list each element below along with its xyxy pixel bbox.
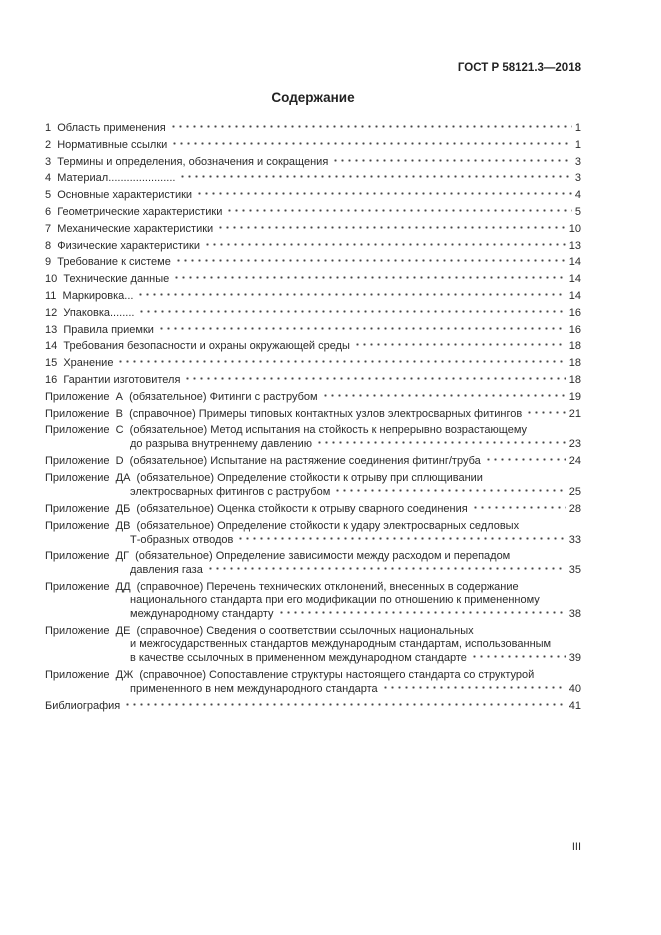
toc-entry-line xyxy=(45,272,581,286)
toc-page-number: 23 xyxy=(568,438,581,451)
standard-number-header: ГОСТ Р 58121.3—2018 xyxy=(457,62,581,74)
toc-entry xyxy=(45,272,581,286)
toc-page-number: 21 xyxy=(568,407,581,420)
toc-page-number: 40 xyxy=(568,682,581,695)
dot-leader xyxy=(137,289,565,299)
toc-entry-text: Приложение ДА (обязательное) Определение стойкости к отрыву при сплющивании xyxy=(45,471,483,484)
toc-entry-line xyxy=(45,607,581,621)
dot-leader xyxy=(472,502,566,512)
toc-entry-text: Приложение ДЕ (справочное) Сведения о соответствии ссылочных национальных xyxy=(45,624,474,637)
toc-entry-line xyxy=(45,549,581,563)
toc-page-number: 10 xyxy=(568,222,581,235)
dot-leader xyxy=(332,155,572,165)
toc-page-number: 18 xyxy=(568,357,581,370)
toc-entry-text: 15 Хранение xyxy=(45,357,114,370)
toc-entry-text: 14 Требования безопасности и охраны окружающей среды xyxy=(45,340,350,353)
toc-entry-line xyxy=(45,188,581,202)
toc-entry-line xyxy=(45,580,581,594)
toc-page-number: 33 xyxy=(568,533,581,546)
dot-leader xyxy=(196,188,572,198)
toc-list xyxy=(45,121,581,713)
toc-entry-line xyxy=(45,306,581,320)
toc-entry-line xyxy=(45,121,581,135)
toc-entry-line xyxy=(45,138,581,152)
toc-entry-text: Библиография xyxy=(45,699,121,712)
dot-leader xyxy=(354,339,566,349)
toc-entry-line xyxy=(45,485,581,499)
toc-entry-line xyxy=(45,699,581,713)
dot-leader xyxy=(124,699,566,709)
toc-entry-text: до разрыва внутреннему давлению xyxy=(130,438,312,451)
dot-leader xyxy=(170,121,572,131)
dot-leader xyxy=(179,171,571,181)
toc-entry xyxy=(45,624,581,665)
dot-leader xyxy=(204,239,566,249)
toc-entry-text: Приложение С (обязательное) Метод испытания на стойкость к непрерывно возрастающему xyxy=(45,424,528,437)
toc-page-number: 19 xyxy=(568,390,581,403)
toc-entry-text: Приложение ДБ (обязательное) Оценка стойкости к отрыву сварного соединения xyxy=(45,502,468,515)
toc-entry-text: Приложение ДД (справочное) Перечень технических отклонений, внесенных в содержание xyxy=(45,581,519,594)
toc-entry xyxy=(45,289,581,303)
toc-page-number: 3 xyxy=(574,155,581,168)
toc-page-number: 38 xyxy=(568,608,581,621)
toc-entry-line xyxy=(45,339,581,353)
toc-entry xyxy=(45,549,581,577)
toc-entry xyxy=(45,471,581,499)
dot-leader xyxy=(278,607,566,617)
toc-entry-line xyxy=(45,255,581,269)
toc-entry xyxy=(45,155,581,169)
toc-page-number: 14 xyxy=(568,273,581,286)
toc-entry-text: давления газа xyxy=(130,564,203,577)
toc-entry xyxy=(45,222,581,236)
toc-entry xyxy=(45,138,581,152)
page-content xyxy=(45,62,581,715)
toc-entry xyxy=(45,339,581,353)
toc-entry-line xyxy=(45,222,581,236)
toc-entry-text: Приложение D (обязательное) Испытание на растяжение соединения фитинг/труба xyxy=(45,455,481,468)
toc-entry-line xyxy=(45,171,581,185)
toc-entry-line xyxy=(45,502,581,516)
toc-page-number: 35 xyxy=(568,564,581,577)
dot-leader xyxy=(334,485,565,495)
toc-entry xyxy=(45,390,581,404)
toc-entry-line xyxy=(45,390,581,404)
footer-page-number: III xyxy=(571,841,581,853)
toc-entry-line xyxy=(45,533,581,547)
toc-entry xyxy=(45,668,581,696)
toc-page-number: 28 xyxy=(568,502,581,515)
toc-entry-line xyxy=(45,519,581,533)
toc-entry-text: и межгосударственных стандартов международным стандартам, использованным xyxy=(130,637,552,650)
toc-entry-line xyxy=(45,471,581,485)
dot-leader xyxy=(485,454,566,464)
dot-leader xyxy=(171,138,572,148)
dot-leader xyxy=(526,407,566,417)
toc-entry-line xyxy=(45,668,581,682)
toc-entry xyxy=(45,407,581,421)
toc-page-number: 18 xyxy=(568,340,581,353)
dot-leader xyxy=(237,533,565,543)
toc-entry-line xyxy=(45,624,581,638)
toc-page-number: 13 xyxy=(568,239,581,252)
toc-page-number: 24 xyxy=(568,455,581,468)
toc-page-number: 4 xyxy=(574,189,581,202)
toc-entry-line xyxy=(45,437,581,451)
toc-entry xyxy=(45,171,581,185)
toc-entry-text: 9 Требование к системе xyxy=(45,256,171,269)
toc-entry-line xyxy=(45,239,581,253)
toc-entry xyxy=(45,373,581,387)
toc-entry-text: 1 Область применения xyxy=(45,122,166,134)
toc-entry xyxy=(45,239,581,253)
toc-entry-text: Приложение В (справочное) Примеры типовых контактных узлов электросварных фитингов xyxy=(45,407,523,420)
toc-entry-text: 13 Правила приемки xyxy=(45,323,154,336)
toc-entry xyxy=(45,699,581,713)
dot-leader xyxy=(175,255,566,265)
toc-entry-text: 3 Термины и определения, обозначения и сокращения xyxy=(45,155,329,168)
toc-entry-line xyxy=(45,682,581,696)
toc-entry xyxy=(45,205,581,219)
toc-entry-line xyxy=(45,454,581,468)
toc-entry-line xyxy=(45,423,581,437)
toc-entry xyxy=(45,454,581,468)
toc-entry xyxy=(45,121,581,135)
toc-entry-line xyxy=(45,155,581,169)
page-title: Содержание xyxy=(271,90,355,105)
toc-entry-text: Приложение ДВ (обязательное) Определение стойкости к удару электросварных седловых xyxy=(45,519,520,532)
toc-entry-text: 4 Материал...................... xyxy=(45,172,176,185)
toc-entry-text: 8 Физические характеристики xyxy=(45,239,201,252)
toc-entry-text: Приложение ДЖ (справочное) Сопоставление структуры настоящего стандарта со структурой xyxy=(45,668,535,681)
toc-page-number: 41 xyxy=(568,699,581,712)
dot-leader xyxy=(207,563,566,573)
toc-entry-line xyxy=(45,651,581,665)
toc-entry-line xyxy=(45,638,581,651)
toc-entry-text: Приложение А (обязательное) Фитинги с раструбом xyxy=(45,390,318,403)
toc-entry xyxy=(45,502,581,516)
toc-entry xyxy=(45,188,581,202)
toc-entry-text: примененного в нем международного стандарта xyxy=(130,682,378,695)
dot-leader xyxy=(184,373,565,383)
dot-leader xyxy=(117,356,565,366)
toc-page-number: 16 xyxy=(568,306,581,319)
toc-entry-text: в качестве ссылочных в примененном международном стандарте xyxy=(130,651,467,664)
toc-entry-text: 16 Гарантии изготовителя xyxy=(45,373,181,386)
toc-entry-text: 6 Геометрические характеристики xyxy=(45,205,223,218)
dot-leader xyxy=(322,390,566,400)
toc-page-number: 1 xyxy=(574,138,581,151)
toc-entry-line xyxy=(45,563,581,577)
toc-entry-line xyxy=(45,323,581,337)
toc-entry xyxy=(45,306,581,320)
toc-entry-line xyxy=(45,407,581,421)
toc-entry-text: национального стандарта при его модификации по отношению к примененному xyxy=(130,594,540,607)
toc-page-number: 25 xyxy=(568,485,581,498)
toc-page-number: 3 xyxy=(574,172,581,185)
toc-entry-text: Т-образных отводов xyxy=(130,533,234,546)
toc-entry-text: 10 Технические данные xyxy=(45,273,170,286)
toc-page-number: 16 xyxy=(568,323,581,336)
toc-entry-text: 7 Механические характеристики xyxy=(45,222,214,235)
dot-leader xyxy=(316,437,566,447)
dot-leader xyxy=(226,205,571,215)
toc-page-number: 14 xyxy=(568,289,581,302)
toc-entry-text: 2 Нормативные ссылки xyxy=(45,138,168,151)
toc-entry-text: 12 Упаковка........ xyxy=(45,306,135,319)
toc-entry-text: международному стандарту xyxy=(130,608,274,621)
toc-entry-text: 5 Основные характеристики xyxy=(45,189,193,202)
dot-leader xyxy=(138,306,565,316)
dot-leader xyxy=(471,651,566,661)
toc-entry xyxy=(45,323,581,337)
toc-entry-text: 11 Маркировка... xyxy=(45,289,134,302)
toc-entry xyxy=(45,255,581,269)
toc-entry-line xyxy=(45,594,581,607)
toc-page-number: 5 xyxy=(574,205,581,218)
toc-page-number: 14 xyxy=(568,256,581,269)
toc-entry-line xyxy=(45,289,581,303)
toc-page-number: 39 xyxy=(568,651,581,664)
toc-entry xyxy=(45,356,581,370)
toc-entry-text: электросварных фитингов с раструбом xyxy=(130,485,331,498)
dot-leader xyxy=(173,272,566,282)
dot-leader xyxy=(382,682,566,692)
toc-entry-line xyxy=(45,373,581,387)
toc-page-number: 18 xyxy=(568,373,581,386)
toc-entry xyxy=(45,580,581,621)
toc-entry xyxy=(45,519,581,547)
toc-entry-line xyxy=(45,205,581,219)
dot-leader xyxy=(217,222,566,232)
toc-page-number: 1 xyxy=(574,122,581,134)
toc-entry-text: Приложение ДГ (обязательное) Определение зависимости между расходом и перепадом xyxy=(45,550,511,563)
toc-entry-line xyxy=(45,356,581,370)
dot-leader xyxy=(158,323,566,333)
toc-entry xyxy=(45,423,581,451)
